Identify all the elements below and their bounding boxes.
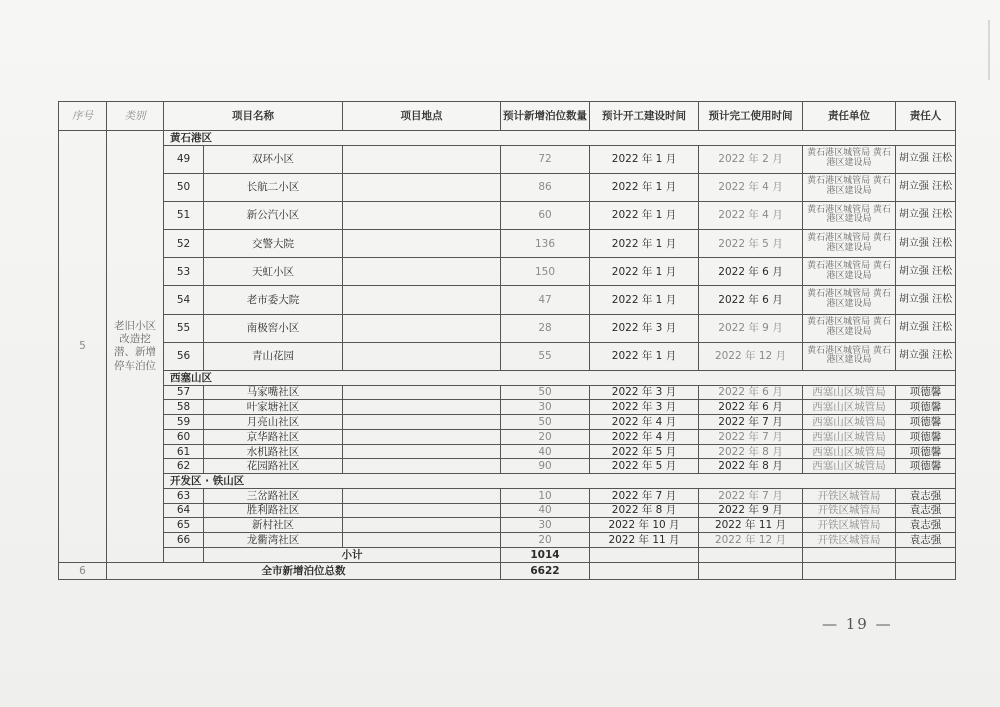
responsible-person: 胡立强 汪松 <box>896 173 956 201</box>
row-number: 57 <box>164 385 204 400</box>
project-location <box>343 429 501 444</box>
new-spaces: 50 <box>501 385 590 400</box>
project-location <box>343 415 501 430</box>
project-location <box>343 258 501 286</box>
responsible-unit: 黄石港区城管局 黄石港区建设局 <box>803 145 896 173</box>
row-number: 56 <box>164 342 204 370</box>
finish-date: 2022 年 7 月 <box>699 429 803 444</box>
project-location <box>343 173 501 201</box>
project-location <box>343 314 501 342</box>
responsible-person: 胡立强 汪松 <box>896 145 956 173</box>
start-date: 2022 年 1 月 <box>590 201 699 229</box>
table-row <box>59 459 956 474</box>
table-header-row <box>59 102 956 131</box>
start-date: 2022 年 1 月 <box>590 173 699 201</box>
row-number: 51 <box>164 201 204 229</box>
header-start: 预计开工建设时间 <box>590 102 699 131</box>
responsible-person: 胡立强 汪松 <box>896 201 956 229</box>
project-name: 水机路社区 <box>204 444 343 459</box>
start-date: 2022 年 10 月 <box>590 518 699 533</box>
subtotal-row <box>59 547 956 562</box>
finish-date: 2022 年 2 月 <box>699 145 803 173</box>
empty-cell <box>803 547 896 562</box>
project-name: 京华路社区 <box>204 429 343 444</box>
responsible-unit: 黄石港区城管局 黄石港区建设局 <box>803 342 896 370</box>
table-row <box>59 533 956 548</box>
row-number: 50 <box>164 173 204 201</box>
project-name: 青山花园 <box>204 342 343 370</box>
start-date: 2022 年 4 月 <box>590 429 699 444</box>
finish-date: 2022 年 4 月 <box>699 173 803 201</box>
project-location <box>343 286 501 314</box>
project-name: 花园路社区 <box>204 459 343 474</box>
responsible-person: 项德馨 <box>896 415 956 430</box>
table-row <box>59 258 956 286</box>
parking-project-table <box>58 101 956 580</box>
header-finish: 预计完工使用时间 <box>699 102 803 131</box>
finish-date: 2022 年 6 月 <box>699 286 803 314</box>
start-date: 2022 年 1 月 <box>590 342 699 370</box>
row-number: 63 <box>164 488 204 503</box>
responsible-person: 袁志强 <box>896 488 956 503</box>
row-number: 65 <box>164 518 204 533</box>
header-spaces: 预计新增泊位数量 <box>501 102 590 131</box>
row-number: 49 <box>164 145 204 173</box>
empty-cell <box>699 547 803 562</box>
group-header-row <box>59 474 956 489</box>
start-date: 2022 年 11 月 <box>590 533 699 548</box>
row-number: 58 <box>164 400 204 415</box>
finish-date: 2022 年 9 月 <box>699 314 803 342</box>
finish-date: 2022 年 11 月 <box>699 518 803 533</box>
responsible-unit: 西塞山区城管局 <box>803 385 896 400</box>
project-location <box>343 400 501 415</box>
group-header-row <box>59 371 956 386</box>
finish-date: 2022 年 5 月 <box>699 230 803 258</box>
table-row <box>59 429 956 444</box>
new-spaces: 50 <box>501 415 590 430</box>
new-spaces: 136 <box>501 230 590 258</box>
responsible-person: 胡立强 汪松 <box>896 230 956 258</box>
project-location <box>343 342 501 370</box>
start-date: 2022 年 8 月 <box>590 503 699 518</box>
new-spaces: 60 <box>501 201 590 229</box>
start-date: 2022 年 3 月 <box>590 385 699 400</box>
table-row <box>59 503 956 518</box>
start-date: 2022 年 1 月 <box>590 258 699 286</box>
page-number: — 19 — <box>822 615 893 633</box>
finish-date: 2022 年 8 月 <box>699 459 803 474</box>
start-date: 2022 年 1 月 <box>590 286 699 314</box>
project-location <box>343 518 501 533</box>
start-date: 2022 年 1 月 <box>590 145 699 173</box>
responsible-unit: 黄石港区城管局 黄石港区建设局 <box>803 314 896 342</box>
table-row <box>59 444 956 459</box>
scan-edge-mark <box>988 20 990 80</box>
responsible-person: 胡立强 汪松 <box>896 314 956 342</box>
finish-date: 2022 年 6 月 <box>699 400 803 415</box>
row-number: 64 <box>164 503 204 518</box>
responsible-unit: 开铁区城管局 <box>803 503 896 518</box>
finish-date: 2022 年 4 月 <box>699 201 803 229</box>
start-date: 2022 年 3 月 <box>590 314 699 342</box>
header-location: 项目地点 <box>343 102 501 131</box>
project-name: 长航二小区 <box>204 173 343 201</box>
responsible-unit: 黄石港区城管局 黄石港区建设局 <box>803 201 896 229</box>
row-number: 52 <box>164 230 204 258</box>
new-spaces: 28 <box>501 314 590 342</box>
new-spaces: 47 <box>501 286 590 314</box>
category-cell: 老旧小区改造挖潜、新增停车泊位 <box>107 131 164 563</box>
project-name: 天虹小区 <box>204 258 343 286</box>
project-location <box>343 503 501 518</box>
start-date: 2022 年 7 月 <box>590 488 699 503</box>
empty-cell <box>699 562 803 579</box>
responsible-person: 项德馨 <box>896 459 956 474</box>
total-seq: 6 <box>59 562 107 579</box>
row-number: 61 <box>164 444 204 459</box>
table-row <box>59 286 956 314</box>
start-date: 2022 年 1 月 <box>590 230 699 258</box>
finish-date: 2022 年 7 月 <box>699 415 803 430</box>
row-number: 55 <box>164 314 204 342</box>
finish-date: 2022 年 7 月 <box>699 488 803 503</box>
responsible-unit: 黄石港区城管局 黄石港区建设局 <box>803 258 896 286</box>
empty-cell <box>896 547 956 562</box>
header-unit: 责任单位 <box>803 102 896 131</box>
new-spaces: 20 <box>501 429 590 444</box>
project-location <box>343 201 501 229</box>
responsible-person: 袁志强 <box>896 518 956 533</box>
project-location <box>343 444 501 459</box>
table-row <box>59 230 956 258</box>
header-category: 类别 <box>107 102 164 131</box>
responsible-person: 项德馨 <box>896 400 956 415</box>
responsible-person: 袁志强 <box>896 533 956 548</box>
project-location <box>343 488 501 503</box>
finish-date: 2022 年 12 月 <box>699 342 803 370</box>
empty-cell <box>803 562 896 579</box>
responsible-unit: 西塞山区城管局 <box>803 415 896 430</box>
project-location <box>343 230 501 258</box>
start-date: 2022 年 3 月 <box>590 400 699 415</box>
project-name: 南极窖小区 <box>204 314 343 342</box>
subtotal-label: 小计 <box>204 547 501 562</box>
finish-date: 2022 年 8 月 <box>699 444 803 459</box>
new-spaces: 40 <box>501 503 590 518</box>
project-name: 新公汽小区 <box>204 201 343 229</box>
project-name: 双环小区 <box>204 145 343 173</box>
responsible-unit: 西塞山区城管局 <box>803 444 896 459</box>
responsible-unit: 西塞山区城管局 <box>803 400 896 415</box>
new-spaces: 30 <box>501 518 590 533</box>
new-spaces: 150 <box>501 258 590 286</box>
header-person: 责任人 <box>896 102 956 131</box>
table-row <box>59 415 956 430</box>
table-row <box>59 342 956 370</box>
responsible-person: 项德馨 <box>896 444 956 459</box>
responsible-unit: 黄石港区城管局 黄石港区建设局 <box>803 173 896 201</box>
start-date: 2022 年 5 月 <box>590 459 699 474</box>
table-row <box>59 145 956 173</box>
project-name: 叶家塘社区 <box>204 400 343 415</box>
new-spaces: 30 <box>501 400 590 415</box>
project-location <box>343 145 501 173</box>
project-name: 老市委大院 <box>204 286 343 314</box>
project-name: 新村社区 <box>204 518 343 533</box>
finish-date: 2022 年 6 月 <box>699 258 803 286</box>
responsible-unit: 西塞山区城管局 <box>803 459 896 474</box>
finish-date: 2022 年 6 月 <box>699 385 803 400</box>
responsible-unit: 黄石港区城管局 黄石港区建设局 <box>803 286 896 314</box>
empty-cell <box>590 562 699 579</box>
header-seq: 序号 <box>59 102 107 131</box>
responsible-person: 胡立强 汪松 <box>896 258 956 286</box>
start-date: 2022 年 5 月 <box>590 444 699 459</box>
project-location <box>343 533 501 548</box>
new-spaces: 20 <box>501 533 590 548</box>
project-name: 胜利路社区 <box>204 503 343 518</box>
row-number: 66 <box>164 533 204 548</box>
new-spaces: 55 <box>501 342 590 370</box>
district-title: 西塞山区 <box>164 371 956 386</box>
new-spaces: 40 <box>501 444 590 459</box>
row-number: 54 <box>164 286 204 314</box>
responsible-unit: 开铁区城管局 <box>803 533 896 548</box>
row-number: 53 <box>164 258 204 286</box>
project-location <box>343 385 501 400</box>
responsible-person: 胡立强 汪松 <box>896 342 956 370</box>
project-location <box>343 459 501 474</box>
responsible-person: 袁志强 <box>896 503 956 518</box>
responsible-unit: 开铁区城管局 <box>803 518 896 533</box>
new-spaces: 72 <box>501 145 590 173</box>
table-row <box>59 400 956 415</box>
finish-date: 2022 年 9 月 <box>699 503 803 518</box>
responsible-person: 项德馨 <box>896 429 956 444</box>
responsible-person: 项德馨 <box>896 385 956 400</box>
finish-date: 2022 年 12 月 <box>699 533 803 548</box>
row-number: 59 <box>164 415 204 430</box>
project-name: 交警大院 <box>204 230 343 258</box>
total-row <box>59 562 956 579</box>
table-row <box>59 488 956 503</box>
project-name: 马家嘴社区 <box>204 385 343 400</box>
table-row <box>59 385 956 400</box>
district-title: 开发区 · 铁山区 <box>164 474 956 489</box>
total-label: 全市新增泊位总数 <box>107 562 501 579</box>
district-title: 黄石港区 <box>164 131 956 146</box>
total-value: 6622 <box>501 562 590 579</box>
responsible-unit: 开铁区城管局 <box>803 488 896 503</box>
table-row <box>59 173 956 201</box>
responsible-unit: 西塞山区城管局 <box>803 429 896 444</box>
row-number: 62 <box>164 459 204 474</box>
empty-cell <box>896 562 956 579</box>
project-name: 龙衢湾社区 <box>204 533 343 548</box>
start-date: 2022 年 4 月 <box>590 415 699 430</box>
section-seq: 5 <box>59 131 107 563</box>
new-spaces: 86 <box>501 173 590 201</box>
group-header-row <box>59 131 956 146</box>
row-number: 60 <box>164 429 204 444</box>
responsible-unit: 黄石港区城管局 黄石港区建设局 <box>803 230 896 258</box>
table-row <box>59 518 956 533</box>
empty-cell <box>590 547 699 562</box>
table-row <box>59 314 956 342</box>
project-name: 月亮山社区 <box>204 415 343 430</box>
project-name: 三岔路社区 <box>204 488 343 503</box>
subtotal-value: 1014 <box>501 547 590 562</box>
responsible-person: 胡立强 汪松 <box>896 286 956 314</box>
table-row <box>59 201 956 229</box>
new-spaces: 90 <box>501 459 590 474</box>
subtotal-blank <box>164 547 204 562</box>
new-spaces: 10 <box>501 488 590 503</box>
header-project-name: 项目名称 <box>164 102 343 131</box>
